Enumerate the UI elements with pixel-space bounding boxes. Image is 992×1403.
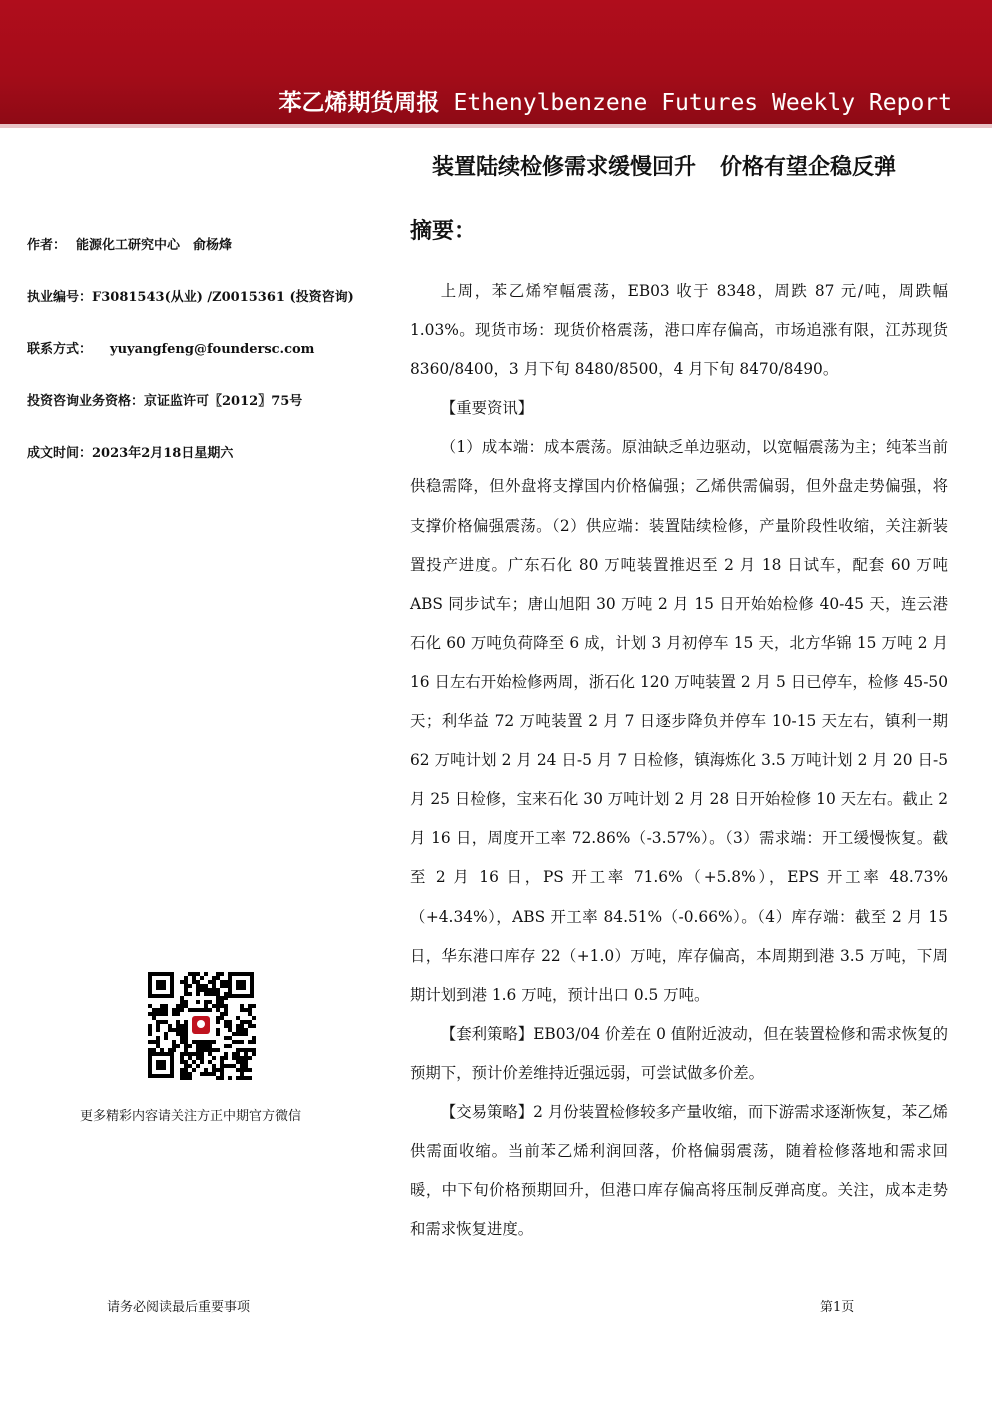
report-title [279, 84, 953, 117]
report-title-cn: 苯乙烯期货周报 [278, 90, 440, 116]
qr-code-icon [146, 970, 256, 1080]
author-label: 作者： [27, 238, 67, 253]
contact-email[interactable]: yuyangfeng@foundersc.com [110, 342, 315, 357]
fundamentals-paragraph: （1）成本端：成本震荡。原油缺乏单边驱动，以宽幅震荡为主；纯苯当前供稳需降，但外盘将支撑国内价格偏强；乙烯供需偏弱，但外盘走势偏强，将支撑价格偏强震荡。（2）供应端：装置陆续检修，产量阶段性收缩，关注新装置投产进度。广东石化 80 万吨装置推迟至 2 月 18 日试车，配套 60 万吨 ABS 同步试车；唐山旭阳 30 万吨 2 月 15 日开始始检修 40-45 天，连云港石化 60 万吨负荷降至 6 成，计划 3 月初停车 15 天，北方华锦 15 万吨 2 月 16 日左右开始检修两周，浙石化 120 万吨装置 2 月 5 日已停车，检修 45-50 天；利华益 72 万吨装置 2 月 7 日逐步降负并停车 10-15 天左右，镇利一期 62 万吨计划 2 月 24 日-5 月 7 日检修，镇海炼化 3.5 万吨计划 2 月 20 日-5 月 25 日检修，宝来石化 30 万吨计划 2 月 28 日开始检修 10 天左右。截止 2 月 16 日，周度开工率 72.86%（-3.57%）。（3）需求端：开工缓慢恢复。截至 2 月 16 日，PS 开工率 71.6%（+5.8%），EPS 开工率 48.73%（+4.34%），ABS 开工率 84.51%（-0.66%）。（4）库存端：截至 2 月 15 日，华东港口库存 22（+1.0）万吨，库存偏高，本周期到港 3.5 万吨，下周期计划到港 1.6 万吨，预计出口 0.5 万吨。 [410, 438, 948, 1004]
license-label: 执业编号： [27, 290, 93, 305]
trading-strategy-paragraph: 【交易策略】2 月份装置检修较多产量收缩，而下游需求逐渐恢复，苯乙烯供需面收缩。当前苯乙烯利润回落，价格偏弱震荡，随着检修落地和需求回暖，中下旬价格预期回升，但港口库存偏高将压制反弹高度。关注，成本走势和需求恢复进度。 [410, 1102, 948, 1239]
date-label: 成文时间： [27, 446, 93, 461]
qualification-row [27, 390, 302, 409]
headline-part2: 价格有望企稳反弹 [720, 155, 897, 180]
author-row [27, 234, 232, 253]
date-row [27, 442, 233, 461]
header-divider [0, 124, 992, 128]
qr-caption: 更多精彩内容请关注方正中期官方微信 [80, 1109, 302, 1124]
license-row [27, 286, 354, 305]
license-value: F3081543(从业) /Z0015361 (投资咨询) [92, 290, 354, 305]
page-number: 第1页 [820, 1300, 855, 1315]
report-title-en: Ethenylbenzene Futures Weekly Report [453, 90, 952, 116]
author-value: 能源化工研究中心 俞杨烽 [76, 238, 233, 253]
contact-label: 联系方式： [27, 342, 93, 357]
qualification-value: 京证监许可〖2012〗75号 [144, 394, 303, 409]
abstract-body [410, 272, 948, 1249]
date-value: 2023年2月18日星期六 [92, 446, 234, 461]
market-summary-paragraph: 上周，苯乙烯窄幅震荡，EB03 收于 8348，周跌 87 元/吨，周跌幅 1.03%。现货市场：现货价格震荡，港口库存偏高，市场追涨有限，江苏现货 8360/8400，3 月下旬 8480/8500，4 月下旬 8470/8490。 [410, 282, 948, 379]
headline-part1: 装置陆续检修需求缓慢回升 [432, 155, 697, 180]
headline [432, 150, 896, 181]
contact-row [27, 338, 314, 357]
abstract-title: 摘要： [410, 219, 477, 244]
arbitrage-strategy-paragraph: 【套利策略】EB03/04 价差在 0 值附近波动，但在装置检修和需求恢复的预期下，预计价差维持近强远弱，可尝试做多价差。 [410, 1024, 948, 1082]
qualification-label: 投资咨询业务资格： [27, 394, 145, 409]
important-news-heading: 【重要资讯】 [440, 399, 534, 418]
footer-notice: 请务必阅读最后重要事项 [107, 1300, 251, 1315]
